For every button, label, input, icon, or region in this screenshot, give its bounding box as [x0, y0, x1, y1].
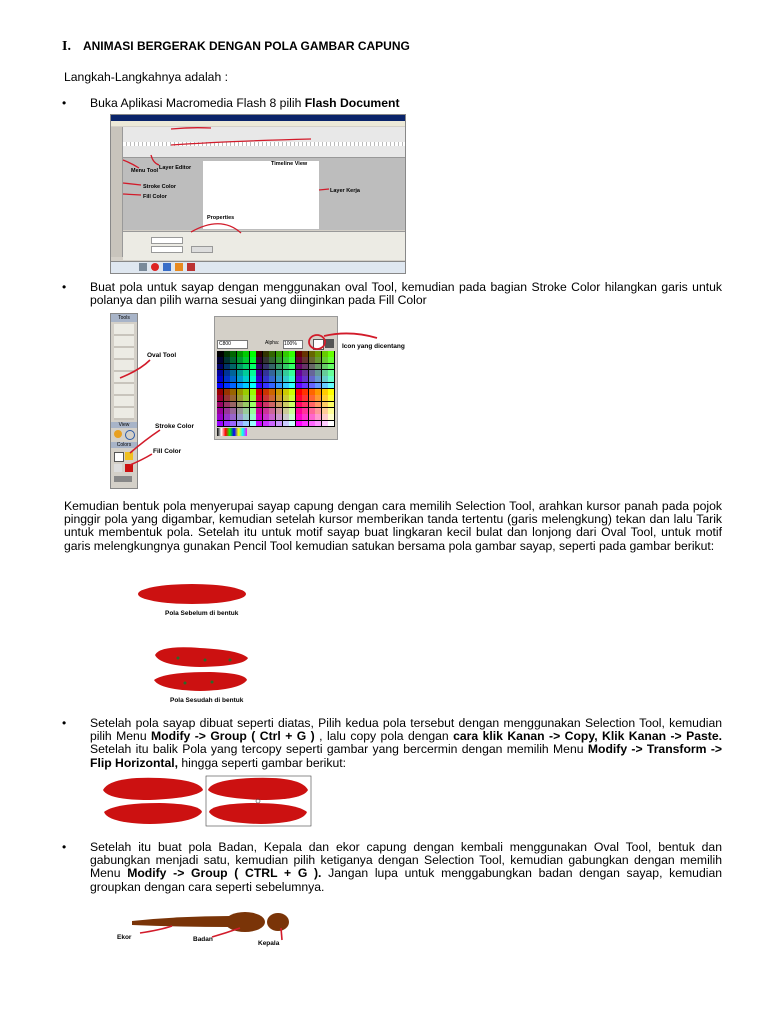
- color-swatch: [289, 402, 295, 408]
- color-swatch: [276, 383, 282, 389]
- color-swatch: [243, 383, 249, 389]
- color-swatch: [217, 376, 223, 382]
- color-swatch: [243, 395, 249, 401]
- color-swatch: [243, 402, 249, 408]
- fill-swatch: [114, 464, 122, 472]
- color-swatch: [237, 383, 243, 389]
- bullet-3-text: Setelah pola sayap dibuat seperti diatas, Pilih kedua pola tersebut dengan menggunakan Selection Tool, kemudian pilih Menu Modify -> Group ( Ctrl + G ) , lalu copy pola dengan cara klik Kanan -> Copy, Klik Kanan -> Paste. Setelah itu balik Pola yang tercopy seperti gambar yang bercermin dengan memilih Menu Modify -> Transform -> Flip Horizontal, hingga seperti gambar berikut:: [90, 716, 723, 770]
- color-swatch: [224, 389, 230, 395]
- color-swatch: [269, 408, 275, 414]
- color-swatch: [224, 376, 230, 382]
- color-swatch: [237, 389, 243, 395]
- no-color-icon: [313, 339, 324, 350]
- color-swatch: [269, 357, 275, 363]
- color-swatch: [237, 395, 243, 401]
- color-swatch: [283, 402, 289, 408]
- color-swatch: [302, 414, 308, 420]
- color-swatch: [289, 370, 295, 376]
- color-swatch: [322, 357, 328, 363]
- color-swatch: [269, 364, 275, 370]
- color-swatch: [224, 351, 230, 357]
- tools-grid: [114, 324, 134, 420]
- label-timeline-view: Timeline View: [271, 161, 308, 167]
- color-swatch: [217, 408, 223, 414]
- color-swatch: [276, 376, 282, 382]
- section-number: I.: [62, 39, 71, 54]
- color-swatch: [289, 383, 295, 389]
- color-swatch: [322, 395, 328, 401]
- color-swatch: [217, 402, 223, 408]
- color-swatch: [315, 408, 321, 414]
- color-swatch: [315, 383, 321, 389]
- color-swatch: [237, 376, 243, 382]
- color-swatch: [230, 389, 236, 395]
- color-swatch: [237, 370, 243, 376]
- color-swatch: [243, 370, 249, 376]
- color-swatch: [250, 402, 256, 408]
- color-swatch: [296, 383, 302, 389]
- color-swatch: [322, 351, 328, 357]
- color-swatch: [328, 364, 334, 370]
- color-swatch: [315, 364, 321, 370]
- color-swatch: [250, 376, 256, 382]
- label-kepala: Kepala: [258, 940, 280, 947]
- label-oval-tool: Oval Tool: [147, 352, 177, 359]
- color-swatch: [250, 421, 256, 427]
- color-swatch: [302, 395, 308, 401]
- bullet-icon: •: [62, 280, 67, 294]
- color-swatch: [328, 370, 334, 376]
- color-swatch: [296, 421, 302, 427]
- color-swatch: [250, 395, 256, 401]
- color-swatch: [217, 357, 223, 363]
- color-swatch: [243, 414, 249, 420]
- color-picker-icon: [325, 339, 334, 348]
- color-swatch: [309, 357, 315, 363]
- color-swatch: [230, 414, 236, 420]
- color-swatch: [263, 408, 269, 414]
- color-swatch: [315, 351, 321, 357]
- color-swatch: [217, 389, 223, 395]
- bullet-4-text: Setelah itu buat pola Badan, Kepala dan ekor capung dengan kembali menggunakan Oval Tool, bentuk dan gabungkan menjadi satu, kemudian pilih ketiganya dengan Selection Tool, kemudian gabungkan dengan memilih Menu Modify -> Group ( CTRL + G ). Jangan lupa untuk menggabungkan badan dengan sayap, kemudian groupkan dengan cara seperti sebelumnya.: [90, 840, 722, 894]
- color-swatch: [230, 408, 236, 414]
- color-swatch: [237, 364, 243, 370]
- color-swatch: [256, 395, 262, 401]
- color-swatch: [289, 351, 295, 357]
- color-swatch: [309, 402, 315, 408]
- color-swatch: [309, 421, 315, 427]
- color-swatch: [276, 364, 282, 370]
- color-swatch: [309, 351, 315, 357]
- color-swatch: [296, 389, 302, 395]
- color-swatch: [315, 395, 321, 401]
- color-swatch: [283, 351, 289, 357]
- color-swatch: [283, 383, 289, 389]
- color-swatch: [230, 357, 236, 363]
- color-swatch: [237, 402, 243, 408]
- color-swatch: [269, 389, 275, 395]
- color-swatch: [296, 364, 302, 370]
- color-swatch: [269, 376, 275, 382]
- color-palette-panel: [214, 316, 338, 440]
- color-swatch: [250, 383, 256, 389]
- color-swatch: [322, 370, 328, 376]
- color-swatch: [309, 370, 315, 376]
- color-swatch: [230, 421, 236, 427]
- label-pola-sesudah: Pola Sesudah di bentuk: [170, 697, 244, 704]
- color-swatch: [256, 421, 262, 427]
- color-swatch: [217, 395, 223, 401]
- bullet-icon: •: [62, 840, 67, 854]
- annotation-lines: [111, 115, 405, 273]
- color-swatch: [263, 383, 269, 389]
- wing-after-top: [155, 647, 248, 667]
- color-swatch: [224, 357, 230, 363]
- color-swatch: [256, 402, 262, 408]
- color-swatch: [276, 408, 282, 414]
- color-swatch: [296, 414, 302, 420]
- color-swatch: [283, 389, 289, 395]
- color-swatch: [250, 414, 256, 420]
- intro-text: Langkah-Langkahnya adalah :: [64, 70, 228, 84]
- color-swatch: [224, 408, 230, 414]
- color-swatch: [309, 376, 315, 382]
- color-swatch: [283, 364, 289, 370]
- color-swatch: [256, 351, 262, 357]
- color-swatch: [256, 414, 262, 420]
- label-icon-dicentang: Icon yang dicentang: [342, 343, 405, 350]
- hex-field: C800: [217, 340, 248, 349]
- color-swatch: [328, 414, 334, 420]
- color-swatch: [230, 370, 236, 376]
- color-swatch: [256, 408, 262, 414]
- color-swatch: [224, 414, 230, 420]
- color-swatch: [243, 408, 249, 414]
- color-swatch: [269, 402, 275, 408]
- color-swatch: [237, 421, 243, 427]
- color-swatch: [322, 383, 328, 389]
- color-swatch: [302, 383, 308, 389]
- color-swatch: [250, 364, 256, 370]
- hand-icon: [114, 430, 122, 438]
- color-swatch: [302, 351, 308, 357]
- color-swatch: [296, 357, 302, 363]
- color-swatch: [263, 351, 269, 357]
- color-swatch: [309, 414, 315, 420]
- color-swatch: [315, 389, 321, 395]
- color-swatch: [315, 376, 321, 382]
- color-swatch: [322, 421, 328, 427]
- color-swatch: [322, 364, 328, 370]
- color-swatch: [217, 421, 223, 427]
- color-swatch: [237, 414, 243, 420]
- color-swatch: [256, 357, 262, 363]
- color-swatch: [283, 421, 289, 427]
- swatch-grid: [217, 351, 335, 427]
- color-swatch: [263, 370, 269, 376]
- color-swatch: [243, 421, 249, 427]
- color-swatch: [237, 351, 243, 357]
- color-swatch: [256, 364, 262, 370]
- color-swatch: [269, 383, 275, 389]
- color-swatch: [230, 395, 236, 401]
- bullet-2-text: Buat pola untuk sayap dengan menggunakan oval Tool, kemudian pada bagian Stroke Color hilangkan garis untuk polanya dan pilih warna sesuai yang diinginkan pada Fill Color: [90, 280, 722, 308]
- color-swatch: [224, 402, 230, 408]
- section-title: ANIMASI BERGERAK DENGAN POLA GAMBAR CAPUNG: [82, 39, 410, 53]
- section-heading: [62, 39, 410, 55]
- color-swatch: [328, 389, 334, 395]
- bullet-1-text: Buka Aplikasi Macromedia Flash 8 pilih Flash Document: [90, 96, 400, 110]
- color-swatch: [224, 370, 230, 376]
- bullet-icon: •: [62, 96, 67, 110]
- color-swatch: [309, 389, 315, 395]
- color-swatch: [276, 395, 282, 401]
- colors-title: Colors: [111, 442, 137, 448]
- label-pola-sebelum: Pola Sebelum di bentuk: [165, 610, 239, 617]
- color-swatch: [256, 389, 262, 395]
- alpha-field: 100%: [283, 340, 303, 349]
- color-swatch: [263, 395, 269, 401]
- color-swatch: [243, 364, 249, 370]
- color-swatch: [289, 395, 295, 401]
- color-swatch: [315, 414, 321, 420]
- color-swatch: [256, 383, 262, 389]
- color-swatch: [309, 408, 315, 414]
- color-swatch: [269, 370, 275, 376]
- color-swatch: [276, 370, 282, 376]
- color-swatch: [302, 421, 308, 427]
- color-swatch: [328, 376, 334, 382]
- color-swatch: [276, 414, 282, 420]
- color-swatch: [217, 383, 223, 389]
- label-properties: Properties: [207, 215, 235, 221]
- color-swatch: [263, 414, 269, 420]
- color-swatch: [283, 408, 289, 414]
- color-swatch: [224, 383, 230, 389]
- color-swatch: [328, 383, 334, 389]
- color-swatch: [217, 370, 223, 376]
- color-swatch: [217, 414, 223, 420]
- color-swatch: [315, 370, 321, 376]
- color-swatch: [309, 395, 315, 401]
- color-swatch: [289, 414, 295, 420]
- flash-interface-screenshot: [110, 114, 406, 274]
- color-swatch: [224, 395, 230, 401]
- color-swatch: [289, 389, 295, 395]
- color-swatch: [328, 408, 334, 414]
- color-swatch: [328, 357, 334, 363]
- color-swatch: [302, 357, 308, 363]
- color-swatch: [276, 421, 282, 427]
- color-swatch: [230, 376, 236, 382]
- label-menu-tool: Menu Tool: [131, 168, 159, 174]
- tools-panel: [110, 313, 138, 489]
- color-swatch: [230, 383, 236, 389]
- tools-title: Tools: [111, 314, 137, 322]
- color-swatch: [269, 414, 275, 420]
- color-swatch: [296, 370, 302, 376]
- color-swatch: [263, 364, 269, 370]
- label-stroke-color: Stroke Color: [143, 184, 177, 190]
- color-swatch: [237, 357, 243, 363]
- label-badan: Badan: [193, 936, 213, 943]
- color-swatch: [289, 364, 295, 370]
- label-layer-editor: Layer Editor: [159, 165, 192, 171]
- color-swatch: [296, 408, 302, 414]
- gradient-swatches: [217, 428, 247, 436]
- view-title: View: [111, 422, 137, 428]
- color-swatch: [256, 370, 262, 376]
- color-swatch: [250, 351, 256, 357]
- color-swatch: [302, 389, 308, 395]
- fill-color-icon: [125, 464, 133, 472]
- color-swatch: [322, 389, 328, 395]
- color-swatch: [230, 364, 236, 370]
- palette-header: [215, 317, 337, 337]
- color-swatch: [315, 402, 321, 408]
- color-swatch: [243, 389, 249, 395]
- bullet-icon: •: [62, 716, 67, 730]
- color-swatch: [224, 364, 230, 370]
- color-swatch: [276, 389, 282, 395]
- color-swatch: [302, 376, 308, 382]
- label-fill-color: Fill Color: [143, 194, 167, 200]
- stroke-swatch: [114, 452, 124, 462]
- color-swatch: [263, 376, 269, 382]
- color-swatch: [309, 383, 315, 389]
- color-swatch: [322, 376, 328, 382]
- color-swatch: [263, 402, 269, 408]
- color-swatch: [296, 395, 302, 401]
- color-swatch: [243, 376, 249, 382]
- label-ekor: Ekor: [117, 934, 132, 941]
- color-swatch: [302, 364, 308, 370]
- alpha-label: Alpha:: [265, 340, 280, 346]
- color-swatch: [283, 395, 289, 401]
- color-swatch: [315, 421, 321, 427]
- paragraph-1: Kemudian bentuk pola menyerupai sayap capung dengan cara memilih Selection Tool, arahkan kursor panah pada pojok pinggir pola yang digambar, kemudian setelah kursor memberikan tanda tertentu (garis melengkung) tekan dan lalu Tarik untuk membentuk pola. Setelah itu untuk motif sayap buat lingkaran kecil bulat dan lonjong dari Oval Tool, untuk motif garis melengkungnya gunakan Pencil Tool kemudian satukan bersama pola gambar sayap, seperti pada gambar berikut:: [64, 499, 722, 553]
- label-stroke-color: Stroke Color: [155, 423, 195, 430]
- color-swatch: [315, 357, 321, 363]
- color-swatch: [328, 351, 334, 357]
- color-swatch: [322, 414, 328, 420]
- wing-after-bottom: [154, 672, 247, 691]
- color-swatch: [289, 408, 295, 414]
- color-swatch: [250, 408, 256, 414]
- color-swatch: [263, 421, 269, 427]
- color-swatch: [289, 376, 295, 382]
- color-swatch: [283, 414, 289, 420]
- color-swatch: [269, 421, 275, 427]
- color-swatch: [296, 351, 302, 357]
- color-swatch: [322, 408, 328, 414]
- label-fill-color: Fill Color: [153, 448, 182, 455]
- color-swatch: [276, 402, 282, 408]
- color-swatch: [328, 421, 334, 427]
- stroke-color-icon: [125, 452, 133, 460]
- color-swatch: [224, 421, 230, 427]
- color-swatch: [250, 357, 256, 363]
- color-swatch: [322, 402, 328, 408]
- color-swatch: [263, 357, 269, 363]
- color-swatch: [276, 357, 282, 363]
- color-swatch: [217, 351, 223, 357]
- color-swatch: [263, 389, 269, 395]
- color-swatch: [256, 376, 262, 382]
- color-swatch: [302, 408, 308, 414]
- color-swatch: [250, 370, 256, 376]
- color-swatch: [269, 395, 275, 401]
- color-swatch: [250, 389, 256, 395]
- color-swatch: [243, 351, 249, 357]
- color-swatch: [328, 402, 334, 408]
- color-swatch: [302, 402, 308, 408]
- color-swatch: [217, 364, 223, 370]
- color-swatch: [302, 370, 308, 376]
- swap-icon: [114, 476, 132, 482]
- color-swatch: [328, 395, 334, 401]
- color-swatch: [289, 421, 295, 427]
- zoom-icon: [125, 430, 135, 440]
- color-swatch: [296, 402, 302, 408]
- color-swatch: [283, 376, 289, 382]
- color-swatch: [283, 357, 289, 363]
- color-swatch: [276, 351, 282, 357]
- color-swatch: [243, 357, 249, 363]
- color-swatch: [269, 351, 275, 357]
- color-swatch: [230, 402, 236, 408]
- color-swatch: [309, 364, 315, 370]
- color-swatch: [289, 357, 295, 363]
- color-swatch: [296, 376, 302, 382]
- wing-before: [138, 584, 246, 604]
- color-swatch: [230, 351, 236, 357]
- label-layer-kerja: Layer Kerja: [330, 188, 360, 194]
- color-swatch: [237, 408, 243, 414]
- color-swatch: [283, 370, 289, 376]
